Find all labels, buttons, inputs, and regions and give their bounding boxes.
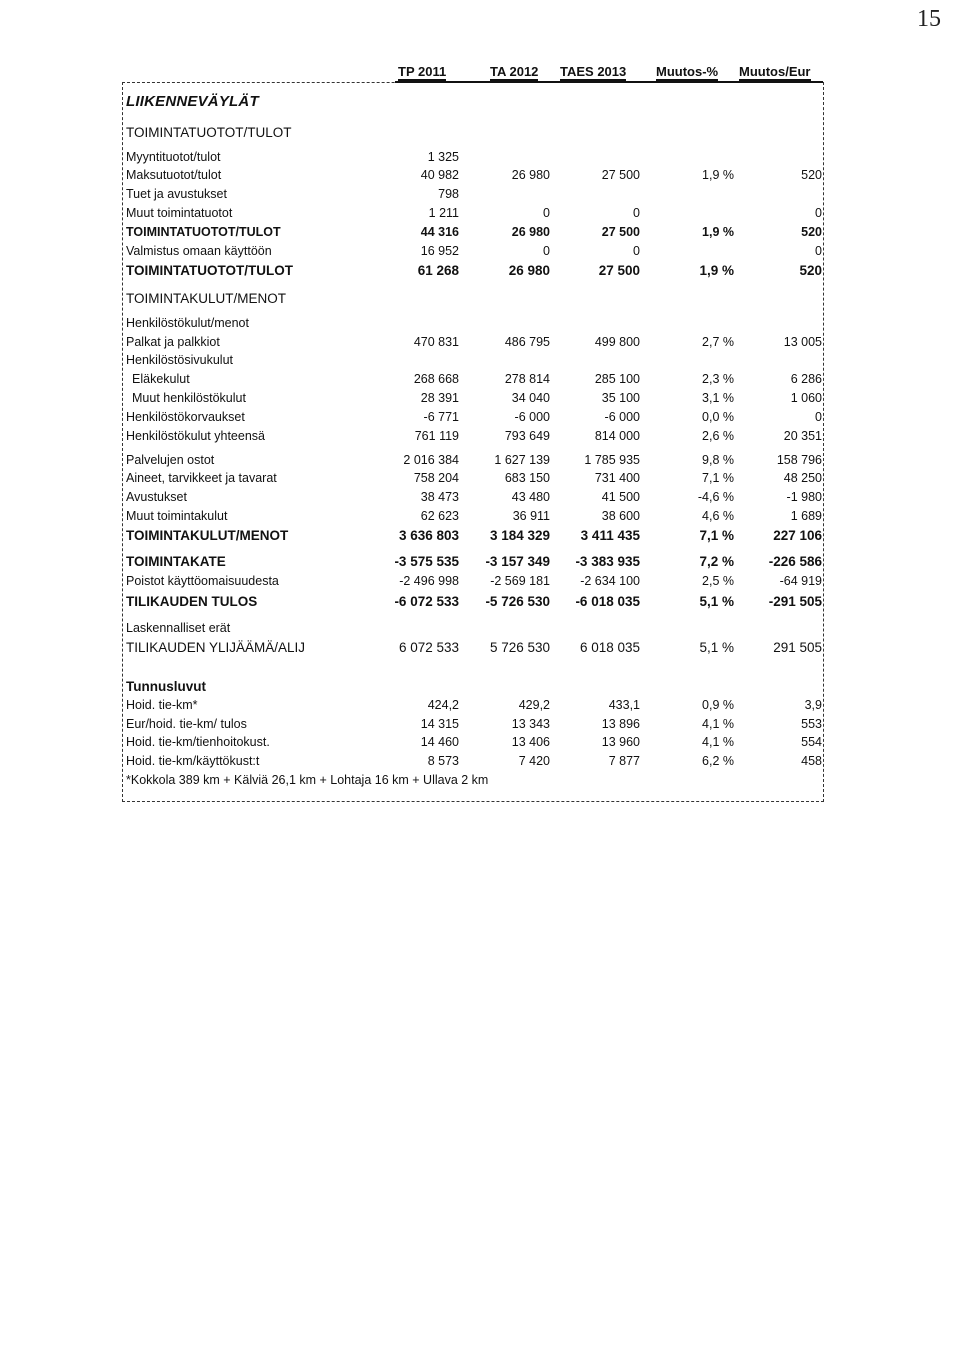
row-label: Valmistus omaan käyttöön (126, 244, 272, 258)
table-row (0, 243, 960, 260)
muutos-pct-cell: 7,1 % (702, 471, 734, 485)
tp2011-cell: 6 072 533 (398, 640, 459, 655)
tp2011-cell: 268 668 (413, 372, 459, 386)
taes2013-cell: 41 500 (601, 490, 640, 504)
taes2013-cell: 27 500 (601, 168, 640, 182)
taes2013-cell: 27 500 (601, 225, 640, 239)
ta2012-cell: 34 040 (511, 391, 550, 405)
muutos-pct-cell: 5,1 % (699, 640, 734, 655)
taes2013-cell: 38 600 (601, 509, 640, 523)
tp2011-cell: 2 016 384 (403, 453, 459, 467)
muutos-pct-cell: 4,1 % (702, 717, 734, 731)
tp2011-cell: 14 315 (420, 717, 459, 731)
section-title: LIIKENNEVÄYLÄT (126, 93, 259, 110)
table-row (0, 508, 960, 525)
ta2012-cell: 13 343 (511, 717, 550, 731)
row-label: Muut toimintatuotot (126, 206, 233, 220)
table-row (0, 593, 960, 610)
row-label: TOIMINTAKULUT/MENOT (126, 291, 287, 306)
table-row (0, 371, 960, 388)
table-row (0, 409, 960, 426)
row-label: TILIKAUDEN TULOS (126, 594, 258, 609)
muutos-eur-cell: -291 505 (768, 594, 822, 609)
muutos-pct-cell: 2,5 % (702, 574, 734, 588)
tp2011-cell: -2 496 998 (399, 574, 459, 588)
muutos-eur-cell: 3,9 (804, 698, 822, 712)
table-row (0, 352, 960, 369)
header-tp2011: TP 2011 (398, 64, 447, 79)
row-label: Poistot käyttöomaisuudesta (126, 574, 279, 588)
table-row (0, 527, 960, 544)
header-rule (395, 81, 823, 83)
muutos-pct-cell: 4,1 % (702, 735, 734, 749)
muutos-eur-cell: 0 (815, 244, 822, 258)
taes2013-cell: 0 (633, 206, 640, 220)
muutos-pct-cell: 2,3 % (702, 372, 734, 386)
table-row (0, 428, 960, 445)
taes2013-cell: -6 000 (604, 410, 640, 424)
row-label: Eur/hoid. tie-km/ tulos (126, 717, 247, 731)
muutos-eur-cell: 227 106 (773, 528, 822, 543)
row-label: Myyntituotot/tulot (126, 150, 221, 164)
muutos-eur-cell: 20 351 (783, 429, 822, 443)
taes2013-cell: 13 896 (601, 717, 640, 731)
table-row (0, 620, 960, 637)
table-row (0, 124, 960, 141)
row-label: Tuet ja avustukset (126, 187, 227, 201)
row-label: Tunnusluvut (126, 679, 206, 694)
tp2011-cell: 1 325 (427, 150, 459, 164)
muutos-eur-cell: 1 689 (790, 509, 822, 523)
taes2013-cell: 814 000 (594, 429, 640, 443)
header-muutos-pct: Muutos-% (656, 64, 719, 79)
ta2012-cell: 13 406 (511, 735, 550, 749)
ta2012-cell: 5 726 530 (489, 640, 550, 655)
table-row (0, 224, 960, 241)
table-row (0, 697, 960, 714)
taes2013-cell: -3 383 935 (575, 554, 640, 569)
row-label: Maksutuotot/tulot (126, 168, 222, 182)
row-label: TOIMINTATUOTOT/TULOT (126, 125, 292, 140)
tp2011-cell: 38 473 (420, 490, 459, 504)
tp2011-cell: 470 831 (413, 335, 459, 349)
ta2012-cell: -5 726 530 (485, 594, 550, 609)
muutos-pct-cell: 7,2 % (699, 554, 734, 569)
row-label: Henkilöstökulut yhteensä (126, 429, 265, 443)
table-row (0, 334, 960, 351)
tp2011-cell: 798 (438, 187, 459, 201)
ta2012-cell: -6 000 (514, 410, 550, 424)
ta2012-cell: 683 150 (504, 471, 550, 485)
row-label: Laskennalliset erät (126, 621, 231, 635)
table-row (0, 716, 960, 733)
muutos-eur-cell: 48 250 (783, 471, 822, 485)
muutos-eur-cell: 0 (815, 410, 822, 424)
row-label: Muut toimintakulut (126, 509, 228, 523)
taes2013-cell: 7 877 (608, 754, 640, 768)
ta2012-cell: 3 184 329 (489, 528, 550, 543)
taes2013-cell: 499 800 (594, 335, 640, 349)
ta2012-cell: 793 649 (504, 429, 550, 443)
row-label: Hoid. tie-km/tienhoitokust. (126, 735, 270, 749)
tp2011-cell: 28 391 (420, 391, 459, 405)
muutos-pct-cell: 3,1 % (702, 391, 734, 405)
muutos-eur-cell: -1 980 (786, 490, 822, 504)
muutos-eur-cell: 1 060 (790, 391, 822, 405)
row-label: Hoid. tie-km/käyttökust:t (126, 754, 260, 768)
row-label: TILIKAUDEN YLIJÄÄMÄ/ALIJ (126, 640, 306, 655)
tp2011-cell: 3 636 803 (398, 528, 459, 543)
muutos-eur-cell: 6 286 (790, 372, 822, 386)
table-row (0, 167, 960, 184)
muutos-eur-cell: 520 (801, 168, 822, 182)
table-row (0, 734, 960, 751)
tp2011-cell: -3 575 535 (394, 554, 459, 569)
tp2011-cell: 761 119 (414, 429, 459, 443)
muutos-pct-cell: 0,0 % (702, 410, 734, 424)
tp2011-cell: 424,2 (427, 698, 459, 712)
row-label: Avustukset (126, 490, 187, 504)
ta2012-cell: 36 911 (512, 509, 550, 523)
table-row (0, 186, 960, 203)
taes2013-cell: 3 411 435 (580, 528, 640, 543)
row-label: TOIMINTATUOTOT/TULOT (126, 225, 281, 239)
table-row (0, 149, 960, 166)
tp2011-cell: 14 460 (420, 735, 459, 749)
row-label: Henkilöstösivukulut (126, 353, 233, 367)
header-taes2013: TAES 2013 (560, 64, 627, 79)
tp2011-cell: 62 623 (420, 509, 459, 523)
taes2013-cell: 0 (633, 244, 640, 258)
row-label: TOIMINTAKATE (126, 554, 226, 569)
row-label: Palkat ja palkkiot (126, 335, 220, 349)
ta2012-cell: -3 157 349 (485, 554, 550, 569)
header-muutos-eur: Muutos/Eur (739, 64, 811, 79)
table-row (0, 553, 960, 570)
taes2013-cell: 285 100 (594, 372, 640, 386)
tp2011-cell: 16 952 (420, 244, 459, 258)
tp2011-cell: -6 072 533 (394, 594, 459, 609)
ta2012-cell: 1 627 139 (494, 453, 550, 467)
row-label: Muut henkilöstökulut (132, 391, 246, 405)
tp2011-cell: 758 204 (413, 471, 459, 485)
table-row (0, 315, 960, 332)
table-row (0, 678, 960, 695)
tp2011-cell: 61 268 (417, 263, 459, 278)
tp2011-cell: 44 316 (420, 225, 459, 239)
taes2013-cell: 731 400 (594, 471, 640, 485)
taes2013-cell: 35 100 (601, 391, 640, 405)
footnote-text: *Kokkola 389 km + Kälviä 26,1 km + Lohtaja 16 km + Ullava 2 km (126, 773, 489, 787)
muutos-eur-cell: -226 586 (768, 554, 822, 569)
muutos-pct-cell: 0,9 % (702, 698, 734, 712)
muutos-eur-cell: 158 796 (776, 453, 822, 467)
muutos-pct-cell: 4,6 % (702, 509, 734, 523)
table-row (0, 390, 960, 407)
muutos-pct-cell: 1,9 % (702, 225, 734, 239)
muutos-pct-cell: 1,9 % (702, 168, 734, 182)
taes2013-cell: 6 018 035 (579, 640, 640, 655)
ta2012-cell: 7 420 (518, 754, 550, 768)
footnote (0, 772, 960, 789)
ta2012-cell: 486 795 (504, 335, 550, 349)
muutos-eur-cell: 13 005 (783, 335, 822, 349)
taes2013-cell: -2 634 100 (580, 574, 640, 588)
muutos-pct-cell: 5,1 % (699, 594, 734, 609)
table-row (0, 262, 960, 279)
muutos-eur-cell: 291 505 (773, 640, 822, 655)
row-label: Hoid. tie-km* (126, 698, 198, 712)
table-row (0, 573, 960, 590)
table-row (0, 290, 960, 307)
table-row (0, 205, 960, 222)
muutos-eur-cell: 554 (801, 735, 822, 749)
ta2012-cell: 0 (543, 244, 550, 258)
table-row (0, 452, 960, 469)
muutos-pct-cell: 6,2 % (702, 754, 734, 768)
muutos-eur-cell: 520 (799, 263, 822, 278)
muutos-pct-cell: 1,9 % (699, 263, 734, 278)
muutos-eur-cell: 458 (801, 754, 822, 768)
tp2011-cell: 1 211 (428, 206, 459, 220)
tp2011-cell: 8 573 (427, 754, 459, 768)
page-number: 15 (917, 6, 941, 32)
row-label: Henkilöstökorvaukset (126, 410, 245, 424)
taes2013-cell: -6 018 035 (575, 594, 640, 609)
table-row (0, 489, 960, 506)
table-row (0, 639, 960, 656)
header-ta2012: TA 2012 (490, 64, 539, 79)
tp2011-cell: 40 982 (420, 168, 459, 182)
tp2011-cell: -6 771 (423, 410, 459, 424)
taes2013-cell: 1 785 935 (584, 453, 640, 467)
muutos-pct-cell: 2,6 % (702, 429, 734, 443)
muutos-eur-cell: 520 (801, 225, 822, 239)
ta2012-cell: 26 980 (511, 168, 550, 182)
ta2012-cell: 43 480 (511, 490, 550, 504)
row-label: Palvelujen ostot (126, 453, 215, 467)
row-label: Eläkekulut (132, 372, 190, 386)
taes2013-cell: 13 960 (601, 735, 640, 749)
taes2013-cell: 433,1 (608, 698, 640, 712)
row-label: TOIMINTATUOTOT/TULOT (126, 263, 293, 278)
table-row (0, 753, 960, 770)
ta2012-cell: 278 814 (504, 372, 550, 386)
muutos-pct-cell: -4,6 % (697, 490, 734, 504)
muutos-pct-cell: 9,8 % (702, 453, 734, 467)
ta2012-cell: 0 (543, 206, 550, 220)
ta2012-cell: 429,2 (518, 698, 550, 712)
row-label: TOIMINTAKULUT/MENOT (126, 528, 289, 543)
ta2012-cell: 26 980 (511, 225, 550, 239)
muutos-eur-cell: 0 (815, 206, 822, 220)
ta2012-cell: -2 569 181 (490, 574, 550, 588)
row-label: Henkilöstökulut/menot (126, 316, 249, 330)
row-label: Aineet, tarvikkeet ja tavarat (126, 471, 277, 485)
table-row (0, 470, 960, 487)
taes2013-cell: 27 500 (598, 263, 640, 278)
muutos-eur-cell: -64 919 (779, 574, 822, 588)
ta2012-cell: 26 980 (508, 263, 550, 278)
muutos-pct-cell: 7,1 % (699, 528, 734, 543)
muutos-pct-cell: 2,7 % (702, 335, 734, 349)
muutos-eur-cell: 553 (801, 717, 822, 731)
